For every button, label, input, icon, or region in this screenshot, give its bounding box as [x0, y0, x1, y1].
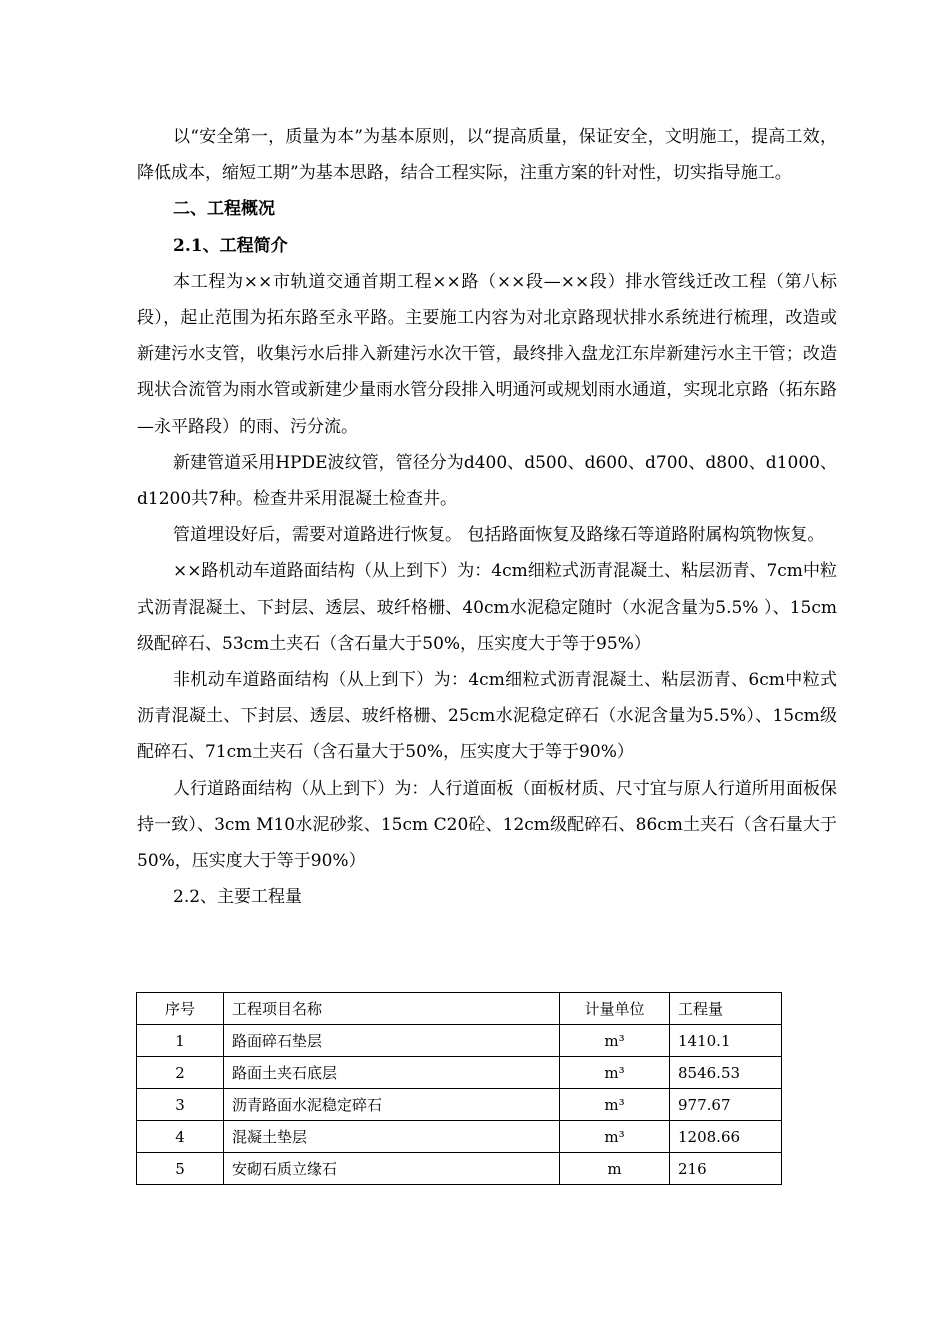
header-item-name: 工程项目名称 [224, 993, 560, 1025]
cell-unit: m³ [560, 1025, 670, 1057]
body-text [137, 119, 837, 915]
cell-item-name: 混凝土垫层 [224, 1121, 560, 1153]
paragraph-nonmotor-structure: 非机动车道路面结构（从上到下）为：4cm细粒式沥青混凝土、粘层沥青、6cm中粒式沥青混凝土、下封层、透层、玻纤格栅、25cm水泥稳定碎石（水泥含量为5.5%）、15cm级配碎石、71cm土夹石（含石量大于50%，压实度大于等于90%） [137, 670, 837, 763]
subsection-heading-intro: 2.1、工程简介 [173, 235, 288, 256]
intro-paragraph: 以“安全第一，质量为本”为基本原则，以“提高质量，保证安全，文明施工，提高工效，降低成本，缩短工期”为基本思路，结合工程实际，注重方案的针对性，切实指导施工。 [137, 127, 837, 184]
cell-quantity: 1410.1 [670, 1025, 782, 1057]
cell-unit: m³ [560, 1057, 670, 1089]
cell-item-name: 路面碎石垫层 [224, 1025, 560, 1057]
table-row [137, 1121, 782, 1153]
cell-item-name: 沥青路面水泥稳定碎石 [224, 1089, 560, 1121]
subsection-heading-quantities: 2.2、主要工程量 [173, 887, 303, 908]
paragraph-motorway-structure: ××路机动车道路面结构（从上到下）为：4cm细粒式沥青混凝土、粘层沥青、7cm中粒式沥青混凝土、下封层、透层、玻纤格栅、40cm水泥稳定随时（水泥含量为5.5% ）、15cm级配碎石、53cm土夹石（含石量大于50%，压实度大于等于95%） [137, 561, 837, 654]
cell-quantity: 8546.53 [670, 1057, 782, 1089]
cell-item-name: 路面土夹石底层 [224, 1057, 560, 1089]
paragraph-scope: 本工程为××市轨道交通首期工程××路（××段—××段）排水管线迁改工程（第八标段），起止范围为拓东路至永平路。主要施工内容为对北京路现状排水系统进行梳理，改造或新建污水支管，收集污水后排入新建污水次干管，最终排入盘龙江东岸新建污水主干管；改造现状合流管为雨水管或新建少量雨水管分段排入明通河或规划雨水通道，实现北京路（拓东路—永平路段）的雨、污分流。 [137, 271, 837, 437]
cell-unit: m [560, 1153, 670, 1185]
cell-no: 3 [137, 1089, 224, 1121]
cell-no: 4 [137, 1121, 224, 1153]
table-header-row [137, 993, 782, 1025]
cell-no: 5 [137, 1153, 224, 1185]
cell-unit: m³ [560, 1089, 670, 1121]
table-row [137, 1057, 782, 1089]
cell-quantity: 1208.66 [670, 1121, 782, 1153]
header-quantity: 工程量 [670, 993, 782, 1025]
paragraph-sidewalk-structure: 人行道路面结构（从上到下）为：人行道面板（面板材质、尺寸宜与原人行道所用面板保持一致）、3cm M10水泥砂浆、15cm C20砼、12cm级配碎石、86cm土夹石（含石量大于50%，压实度大于等于90%） [137, 778, 837, 872]
header-unit: 计量单位 [560, 993, 670, 1025]
table-row [137, 1025, 782, 1057]
cell-no: 1 [137, 1025, 224, 1057]
table-row [137, 1089, 782, 1121]
paragraph-pipes: 新建管道采用HPDE波纹管，管径分为d400、d500、d600、d700、d800、d1000、d1200共7种。检查井采用混凝土检查井。 [137, 452, 837, 510]
cell-item-name: 安砌石质立缘石 [224, 1153, 560, 1185]
header-no: 序号 [137, 993, 224, 1025]
table-row [137, 1153, 782, 1185]
cell-unit: m³ [560, 1121, 670, 1153]
quantities-table [136, 992, 782, 1185]
cell-no: 2 [137, 1057, 224, 1089]
section-heading-overview: 二、工程概况 [173, 199, 275, 220]
cell-quantity: 216 [670, 1153, 782, 1185]
cell-quantity: 977.67 [670, 1089, 782, 1121]
paragraph-restoration: 管道埋设好后，需要对道路进行恢复。 包括路面恢复及路缘石等道路附属构筑物恢复。 [173, 525, 825, 546]
